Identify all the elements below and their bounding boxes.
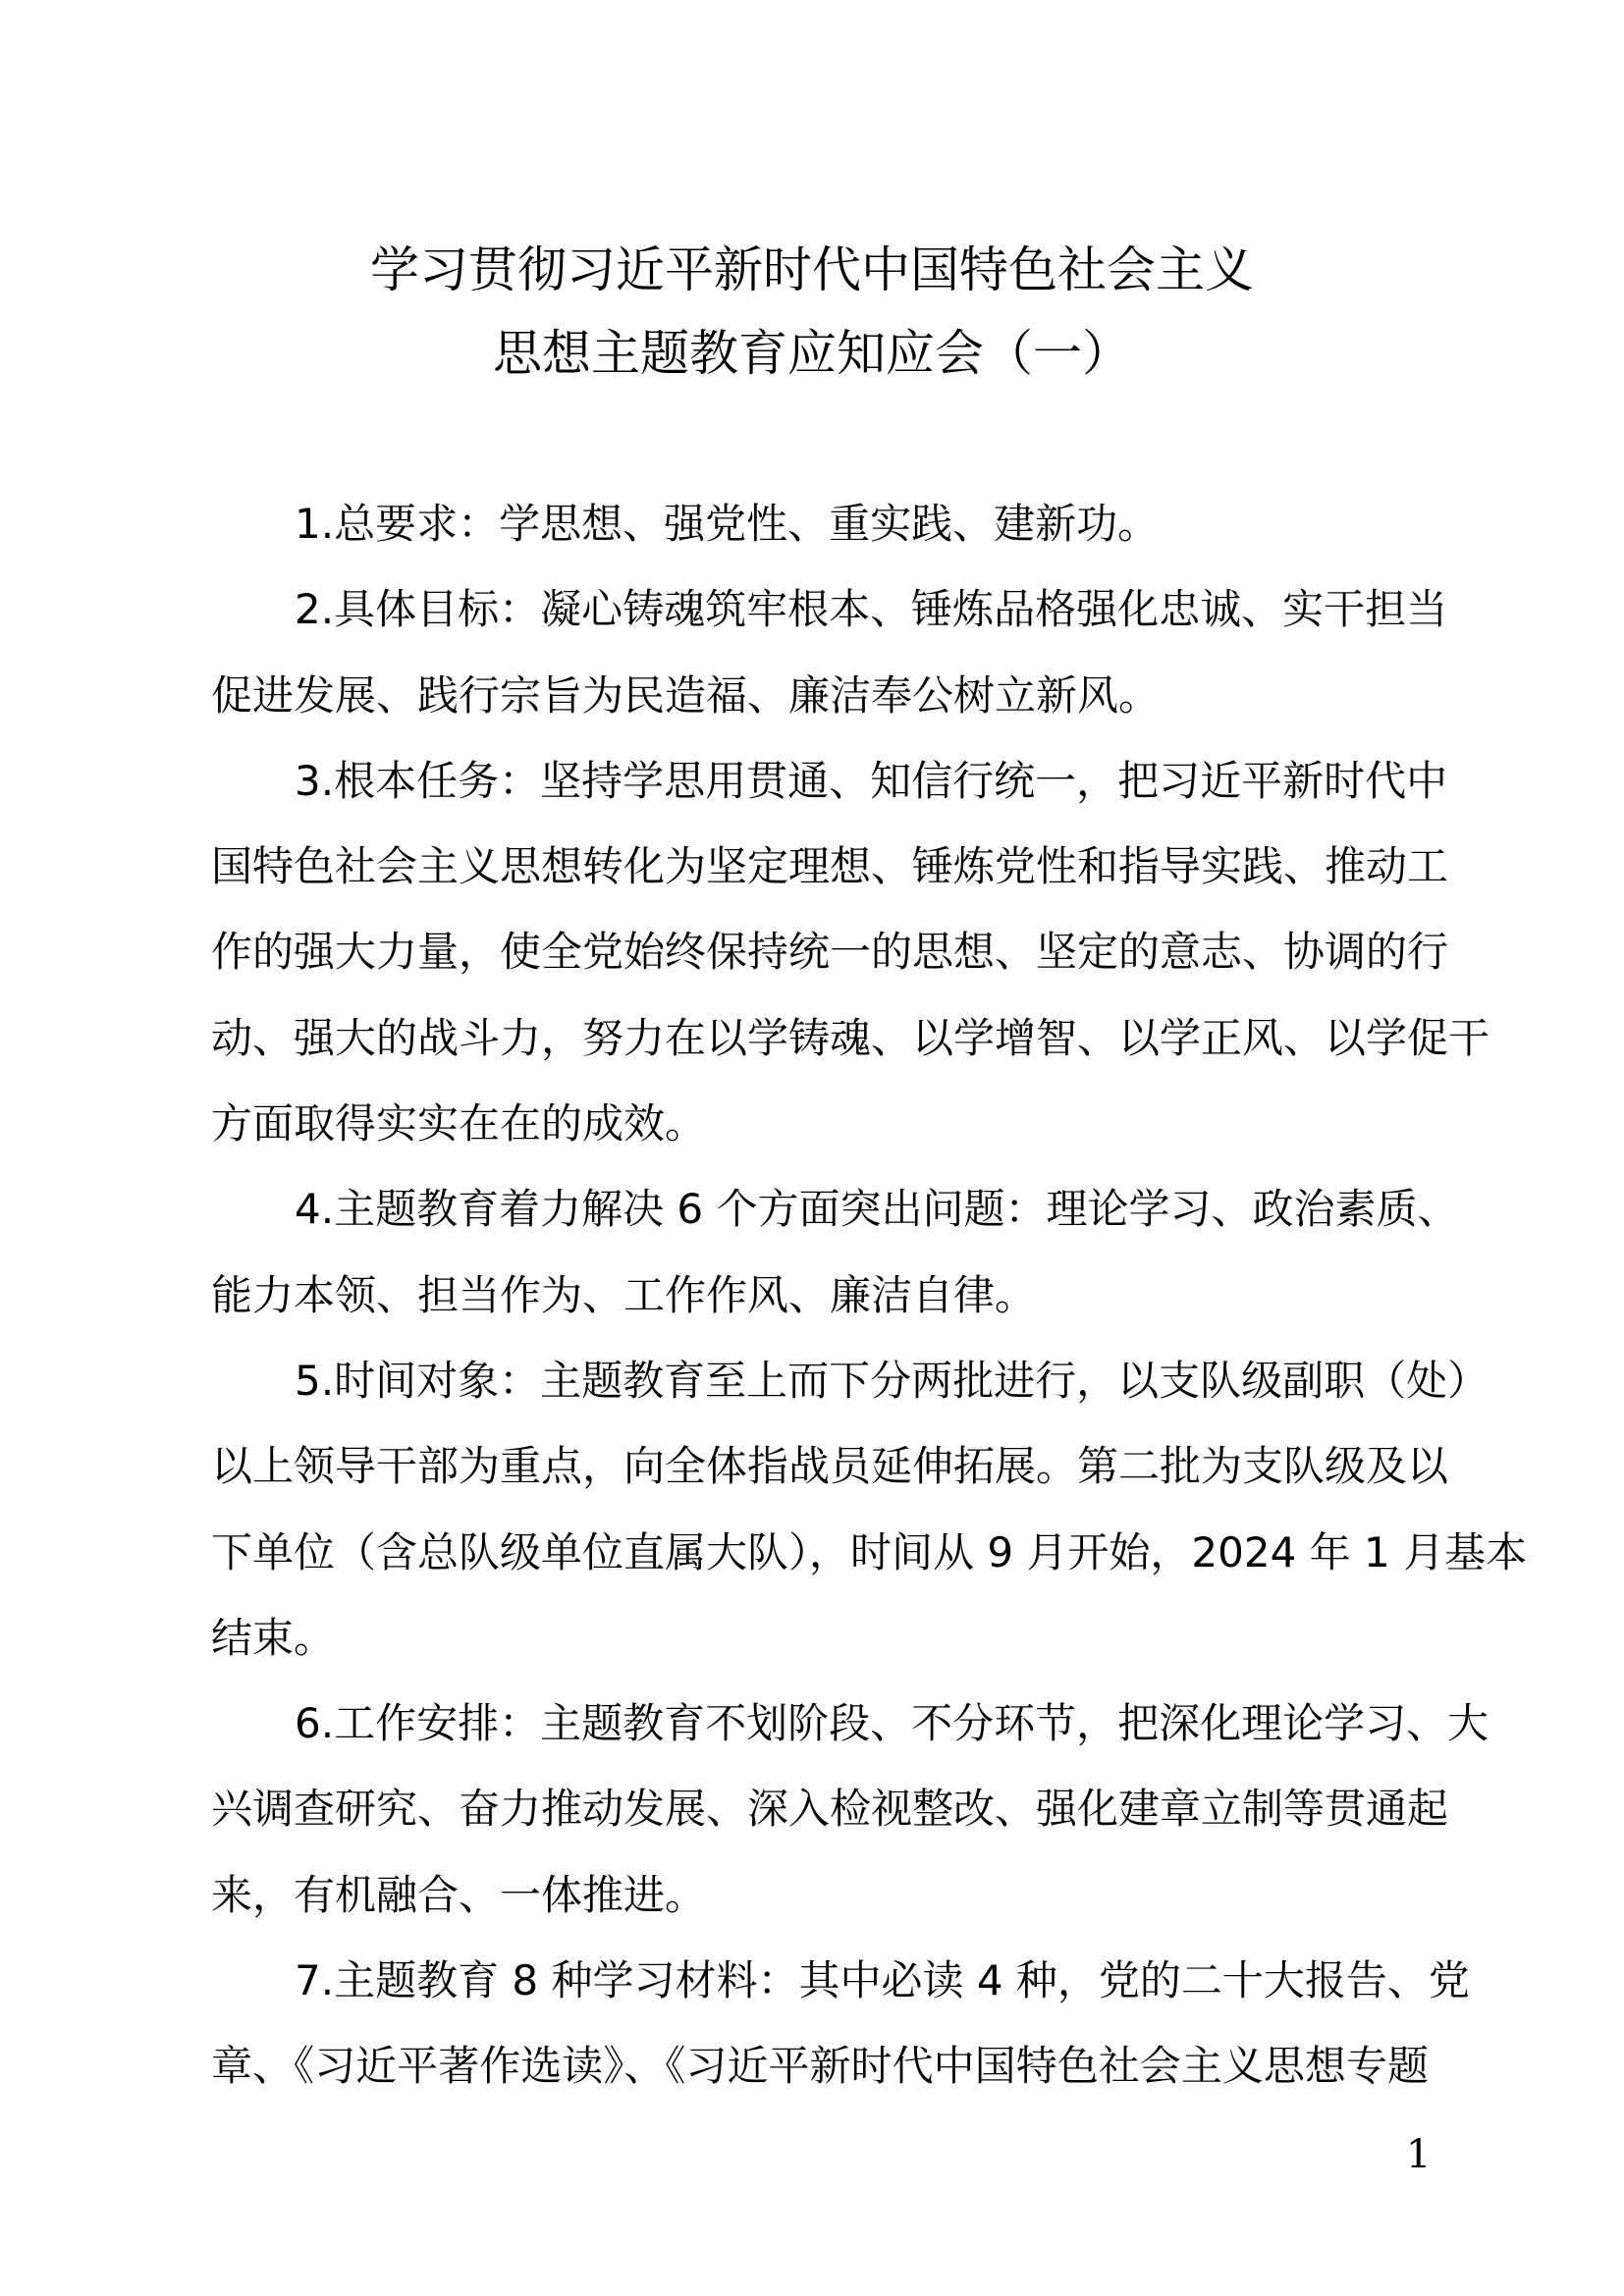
document-title-line-1: 学习贯彻习近平新时代中国特色社会主义 <box>370 241 1254 298</box>
paragraph-line: 4.主题教育着力解决 6 个方面突出问题：理论学习、政治素质、 <box>295 1185 1459 1234</box>
paragraph-line: 7.主题教育 8 种学习材料：其中必读 4 种，党的二十大报告、党 <box>295 1956 1470 2005</box>
paragraph-7 <box>211 1938 1470 2109</box>
paragraph-6 <box>211 1681 1489 1938</box>
paragraph-1 <box>211 481 1429 566</box>
paragraph-2 <box>211 566 1448 738</box>
paragraph-line: 作的强大力量，使全党始终保持统一的思想、坚定的意志、协调的行 <box>211 928 1449 977</box>
paragraph-line: 1.总要求：学思想、强党性、重实践、建新功。 <box>295 500 1160 548</box>
paragraph-line: 来，有机融合、一体推进。 <box>211 1870 707 1919</box>
paragraph-line: 结束。 <box>211 1613 336 1662</box>
paragraph-4 <box>211 1166 1459 1338</box>
paragraph-line: 促进发展、践行宗旨为民造福、廉洁奉公树立新风。 <box>211 670 1161 720</box>
paragraph-line: 兴调查研究、奋力推动发展、深入检视整改、强化建章立制等贯通起 <box>211 1785 1449 1834</box>
document-body <box>211 481 1528 2109</box>
page-number: 1 <box>1406 2132 1432 2177</box>
document-title-line-2: 思想主题教育应知应会（一） <box>493 325 1131 382</box>
paragraph-line: 国特色社会主义思想转化为坚定理想、锤炼党性和指导实践、推动工 <box>211 842 1449 891</box>
paragraph-line: 以上领导干部为重点，向全体指战员延伸拓展。第二批为支队级及以 <box>211 1442 1449 1491</box>
paragraph-line: 2.具体目标：凝心铸魂筑牢根本、锤炼品格强化忠诚、实干担当 <box>295 585 1448 634</box>
paragraph-line: 方面取得实实在在的成效。 <box>211 1099 707 1148</box>
paragraph-line: 动、强大的战斗力，努力在以学铸魂、以学增智、以学正风、以学促干 <box>211 1013 1490 1062</box>
paragraph-line: 能力本领、担当作为、工作作风、廉洁自律。 <box>211 1270 1037 1319</box>
paragraph-line: 章、《习近平著作选读》、《习近平新时代中国特色社会主义思想专题 <box>211 2042 1429 2091</box>
paragraph-5 <box>211 1338 1528 1681</box>
paragraph-line: 5.时间对象：主题教育至上而下分两批进行，以支队级副职（处） <box>295 1356 1489 1405</box>
paragraph-3 <box>211 738 1490 1166</box>
paragraph-line: 6.工作安排：主题教育不划阶段、不分环节，把深化理论学习、大 <box>295 1699 1489 1748</box>
paragraph-line: 3.根本任务：坚持学思用贯通、知信行统一，把习近平新时代中 <box>295 756 1448 805</box>
paragraph-line: 下单位（含总队级单位直属大队），时间从 9 月开始，2024 年 1 月基本 <box>211 1527 1528 1576</box>
